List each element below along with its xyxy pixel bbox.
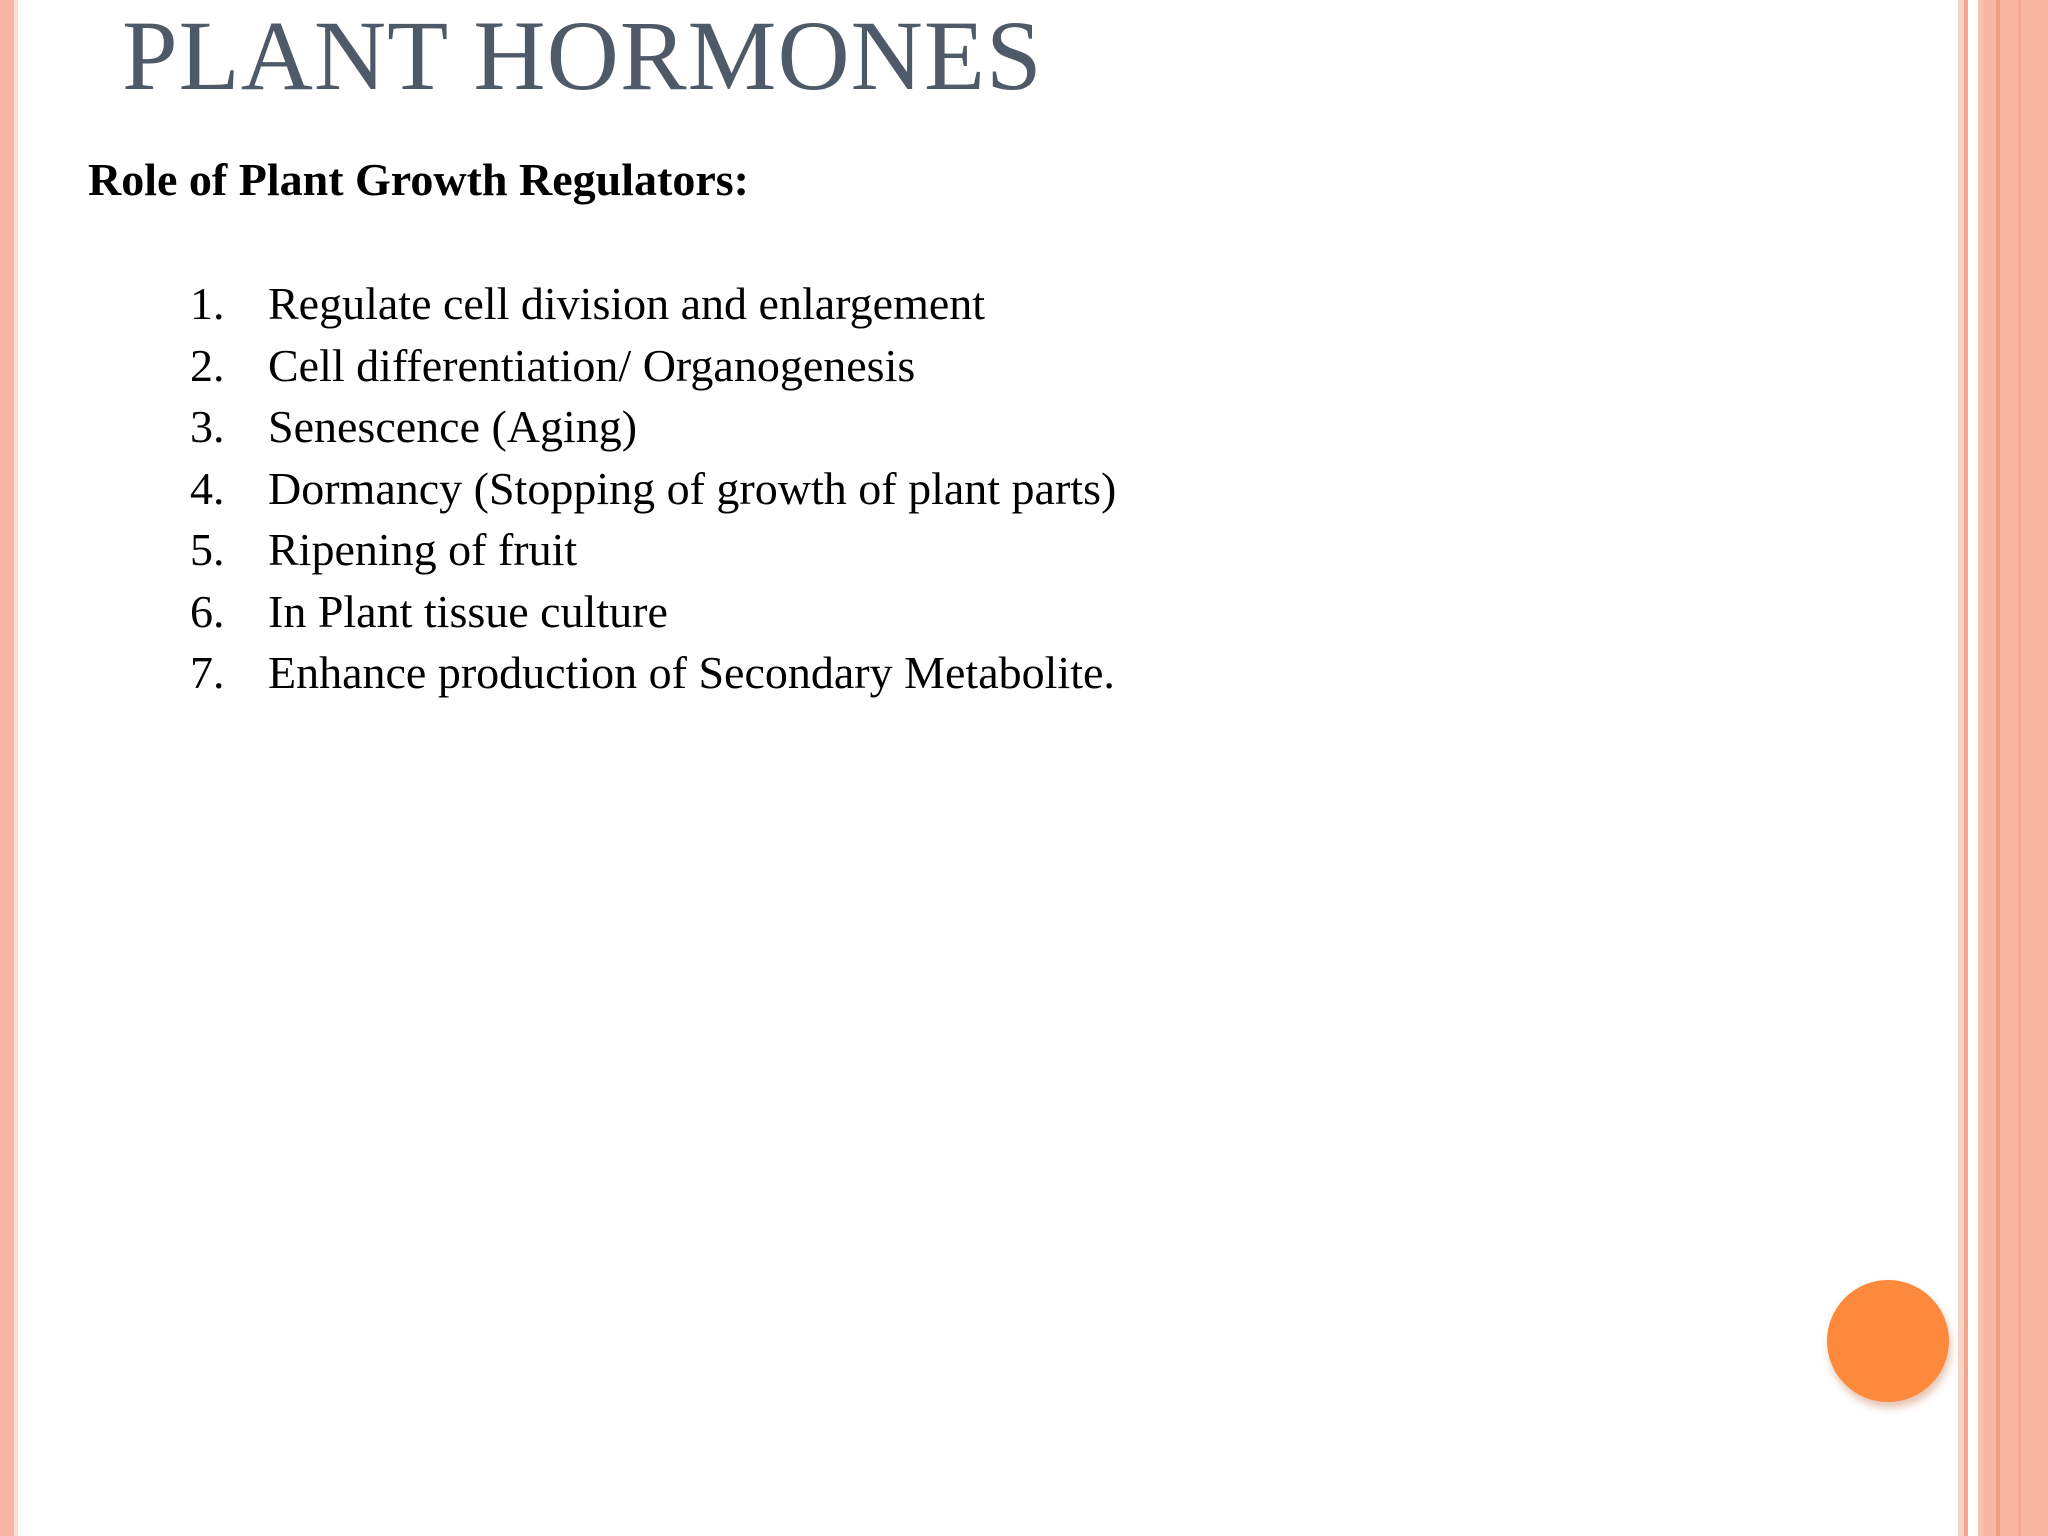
list-item-number: 1. — [190, 278, 225, 329]
list-item — [190, 335, 1116, 397]
list-item-text: In Plant tissue culture — [268, 585, 668, 637]
list-item-number: 6. — [190, 585, 225, 637]
list-item-text: Dormancy (Stopping of growth of plant parts) — [268, 462, 1117, 514]
right-stripe — [1968, 0, 1978, 1536]
list-item-text: Ripening of fruit — [268, 524, 578, 575]
list-item — [190, 458, 1116, 520]
right-stripe — [2018, 0, 2021, 1536]
list-item-number: 2. — [190, 339, 225, 391]
list-item-text: Cell differentiation/ Organogenesis — [268, 339, 916, 391]
list-item-number: 4. — [190, 462, 225, 514]
left-margin-band-inner — [14, 0, 18, 1536]
list-item — [190, 581, 1116, 643]
list-item-number: 7. — [190, 647, 225, 698]
orange-circle-decoration — [1827, 1280, 1949, 1402]
list-item-text: Enhance production of Secondary Metabolite. — [268, 647, 1115, 698]
list-item-text: Regulate cell division and enlargement — [268, 278, 986, 329]
list-item — [190, 519, 1116, 581]
list-item-text: Senescence (Aging) — [268, 401, 638, 452]
roles-list — [190, 273, 1116, 704]
list-item — [190, 396, 1116, 458]
list-item — [190, 642, 1116, 704]
list-item — [190, 273, 1116, 335]
left-margin-band — [0, 0, 14, 1536]
right-stripe — [1983, 0, 2048, 1536]
right-stripe — [1996, 0, 2000, 1536]
list-item-number: 3. — [190, 401, 225, 452]
slide-title: PLANT HORMONES — [122, 0, 1043, 111]
list-item-number: 5. — [190, 524, 225, 575]
slide-subtitle: Role of Plant Growth Regulators: — [88, 154, 749, 205]
